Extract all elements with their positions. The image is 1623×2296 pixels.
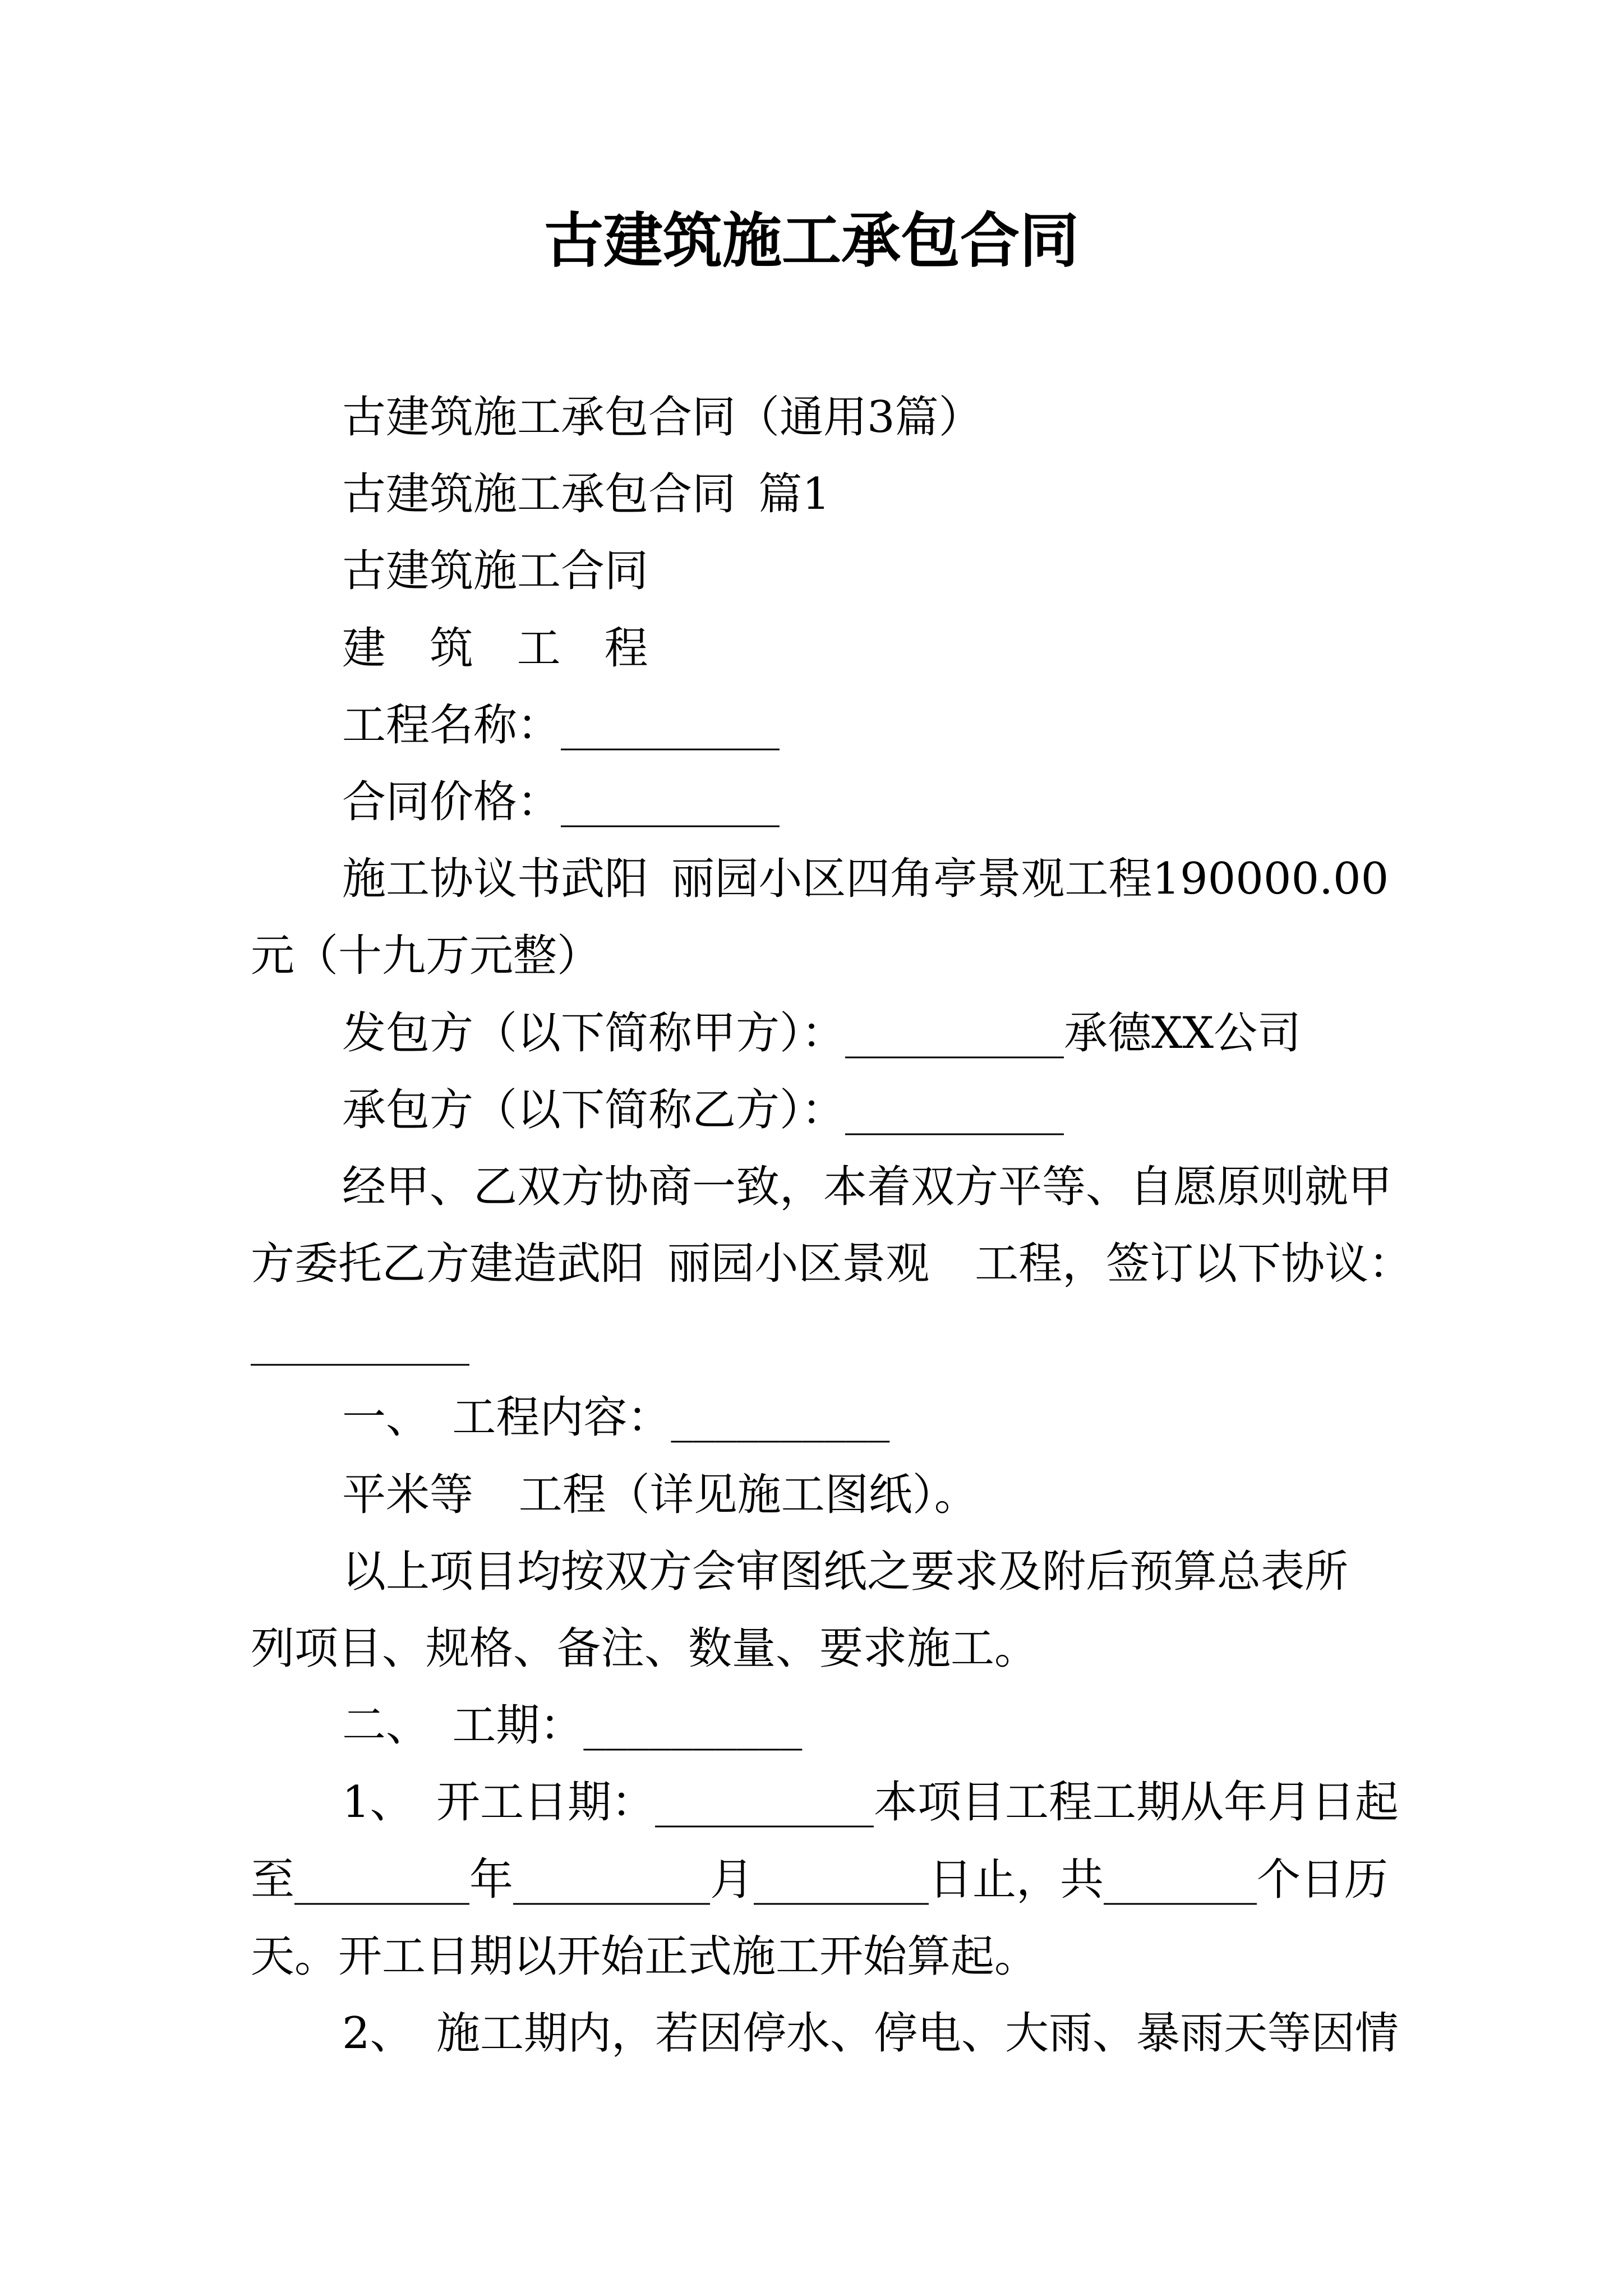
paragraph — [251, 764, 1484, 841]
paragraph-line: 天。开工日期以开始正式施工开始算起。 — [251, 1931, 1039, 1982]
paragraph-line: 承包方（以下简称乙方）：__________ — [342, 1084, 1064, 1135]
paragraph-line: 2、 施工期内，若因停水、停电、大雨、暴雨天等因情 — [342, 2008, 1399, 2059]
paragraph-line: 古建筑施工承包合同（通用3篇） — [342, 392, 983, 443]
paragraph — [251, 610, 1484, 687]
paragraph-line: 元（十九万元整） — [251, 931, 601, 982]
paragraph-line: 以上项目均按双方会审图纸之要求及附后预算总表所 — [342, 1546, 1349, 1597]
paragraph — [251, 1457, 1484, 1534]
paragraph — [251, 687, 1484, 764]
paragraph — [251, 456, 1484, 533]
document-body — [251, 379, 1484, 2072]
paragraph-line: __________ — [251, 1315, 469, 1366]
paragraph — [251, 841, 1484, 995]
paragraph-line: 平米等 工程（详见施工图纸）。 — [342, 1469, 978, 1520]
paragraph — [251, 1379, 1484, 1456]
paragraph-line: 列项目、规格、备注、数量、要求施工。 — [251, 1623, 1039, 1674]
paragraph-line: 至________年_________月________日止，共_______个日历 — [251, 1854, 1389, 1905]
document-title: 古建筑施工承包合同 — [544, 205, 1079, 275]
paragraph-line: 古建筑施工合同 — [342, 546, 649, 597]
paragraph-line: 施工协议书武阳 丽园小区四角亭景观工程190000.00 — [342, 854, 1389, 905]
paragraph — [251, 379, 1484, 456]
paragraph — [251, 1687, 1484, 1764]
paragraph-line: 合同价格：__________ — [342, 776, 780, 827]
paragraph — [251, 1149, 1484, 1380]
paragraph — [251, 533, 1484, 610]
paragraph — [251, 995, 1484, 1072]
paragraph — [251, 1534, 1484, 1687]
paragraph — [251, 1995, 1484, 2072]
paragraph-line: 发包方（以下简称甲方）：__________承德XX公司 — [342, 1007, 1302, 1059]
paragraph-line: 古建筑施工承包合同 篇1 — [342, 469, 831, 520]
paragraph-line: 经甲、乙双方协商一致，本着双方平等、自愿原则就甲 — [342, 1161, 1393, 1212]
paragraph-line: 一、 工程内容：__________ — [342, 1392, 890, 1443]
paragraph-line: 方委托乙方建造武阳 丽园小区景观 工程，签订以下协议： — [251, 1239, 1413, 1290]
paragraph — [251, 1764, 1484, 1995]
paragraph-line: 工程名称：__________ — [342, 700, 780, 751]
paragraph-line: 二、 工期：__________ — [342, 1700, 803, 1751]
paragraph-line: 1、 开工日期：__________本项目工程工期从年月日起 — [342, 1777, 1399, 1828]
paragraph-line: 建 筑 工 程 — [342, 623, 659, 674]
paragraph — [251, 1072, 1484, 1149]
